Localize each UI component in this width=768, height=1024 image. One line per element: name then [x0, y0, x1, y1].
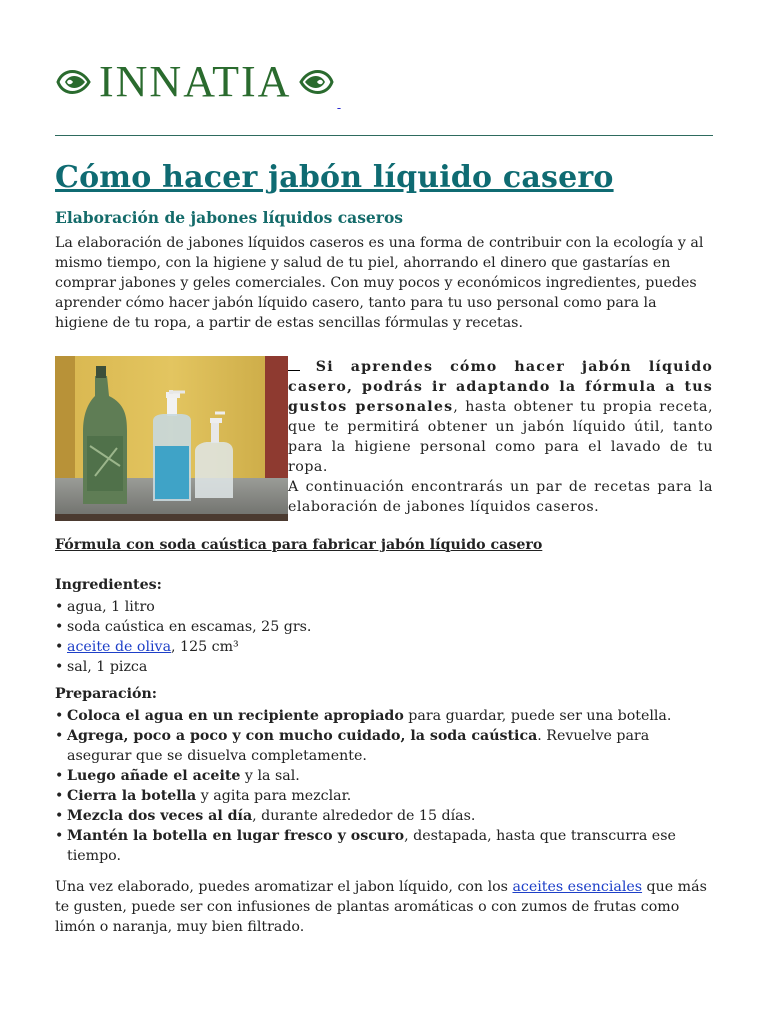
step-text: . Revuelve para asegurar que se disuelva completamente. — [67, 728, 650, 764]
soap-bottles-photo — [55, 356, 288, 521]
innatia-logo[interactable] — [55, 54, 341, 110]
step-bold-text: Cierra la botella — [67, 788, 197, 804]
ingredient-text: , 125 cm³ — [171, 639, 239, 655]
intro-paragraph: La elaboración de jabones líquidos caseros es una forma de contribuir con la ecología y al mismo tiempo, con la higiene y salud de tu piel, ahorrando el dinero que gastarías en comprar jabones y geles comerciales. Con muy pocos y económicos ingredientes, puedes aprender cómo hacer jabón líquido casero, tanto para tu uso personal como para la higiene de tu ropa, a partir de estas sencillas fórmulas y recetas. — [55, 235, 704, 331]
article-title[interactable]: Cómo hacer jabón líquido casero — [55, 160, 614, 195]
list-item — [55, 726, 715, 766]
olive-oil-link[interactable]: aceite de oliva — [67, 639, 172, 655]
list-item — [55, 786, 715, 806]
step-text: para guardar, puede ser una botella. — [403, 708, 672, 724]
list-item — [55, 597, 715, 617]
ingredient-text: agua, 1 litro — [67, 599, 155, 615]
step-text: , destapada, hasta que transcurra ese tiempo. — [67, 828, 676, 864]
list-item — [55, 637, 715, 657]
step-bold-text: Mezcla dos veces al día — [67, 808, 253, 824]
list-item — [55, 806, 715, 826]
highlight-rest-text: , hasta obtener tu propia receta, que te permitirá obtener un jabón líquido útil, tanto para la higiene personal como para el lavado de tu ropa. — [288, 399, 713, 475]
list-item — [55, 706, 715, 726]
step-bold-text: Mantén la botella en lugar fresco y oscuro — [67, 828, 405, 844]
list-item — [55, 657, 715, 677]
recipes-intro-paragraph: A continuación encontrarás un par de recetas para la elaboración de jabones líquidos caseros. — [288, 479, 713, 515]
preparation-heading: Preparación: — [55, 686, 157, 702]
ingredient-text: soda caústica en escamas, 25 grs. — [67, 619, 312, 635]
formula-heading: Fórmula con soda caústica para fabricar jabón líquido casero — [55, 537, 543, 553]
highlight-paragraph — [288, 356, 713, 477]
highlight-bold-text: Si aprendes cómo hacer jabón líquido casero, podrás ir adaptando la fórmula a tus gustos personales — [288, 359, 714, 415]
list-item — [55, 826, 715, 866]
logo-wordmark: INNATIA — [99, 57, 292, 106]
step-bold-text: Coloca el agua en un recipiente apropiado — [67, 708, 404, 724]
closing-text: que más te gusten, puede ser con infusiones de plantas aromáticas o con zumos de frutas como limón o naranja, muy bien filtrado. — [55, 879, 707, 935]
step-bold-text: Luego añade el aceite — [67, 768, 241, 784]
essential-oils-link[interactable]: aceites esenciales — [512, 879, 643, 895]
ingredients-list — [55, 597, 715, 677]
closing-paragraph — [55, 877, 715, 937]
preparation-list — [55, 706, 715, 866]
closing-text: Una vez elaborado, puedes aromatizar el jabon líquido, con los — [55, 879, 513, 895]
list-item — [55, 617, 715, 637]
ingredient-text: sal, 1 pizca — [67, 659, 148, 675]
step-bold-text: Agrega, poco a poco y con mucho cuidado, la soda caústica — [67, 728, 538, 744]
leaf-ornament-left-icon — [55, 62, 93, 102]
ingredients-heading: Ingredientes: — [55, 577, 162, 593]
article-subtitle: Elaboración de jabones líquidos caseros — [55, 208, 404, 227]
header-divider — [55, 135, 713, 136]
step-text: y la sal. — [240, 768, 300, 784]
list-item — [55, 766, 715, 786]
logo-link[interactable] — [337, 99, 340, 110]
leaf-ornament-right-icon — [297, 62, 335, 102]
underline-mark — [288, 356, 300, 371]
step-text: y agita para mezclar. — [196, 788, 352, 804]
step-text: , durante alrededor de 15 días. — [252, 808, 476, 824]
